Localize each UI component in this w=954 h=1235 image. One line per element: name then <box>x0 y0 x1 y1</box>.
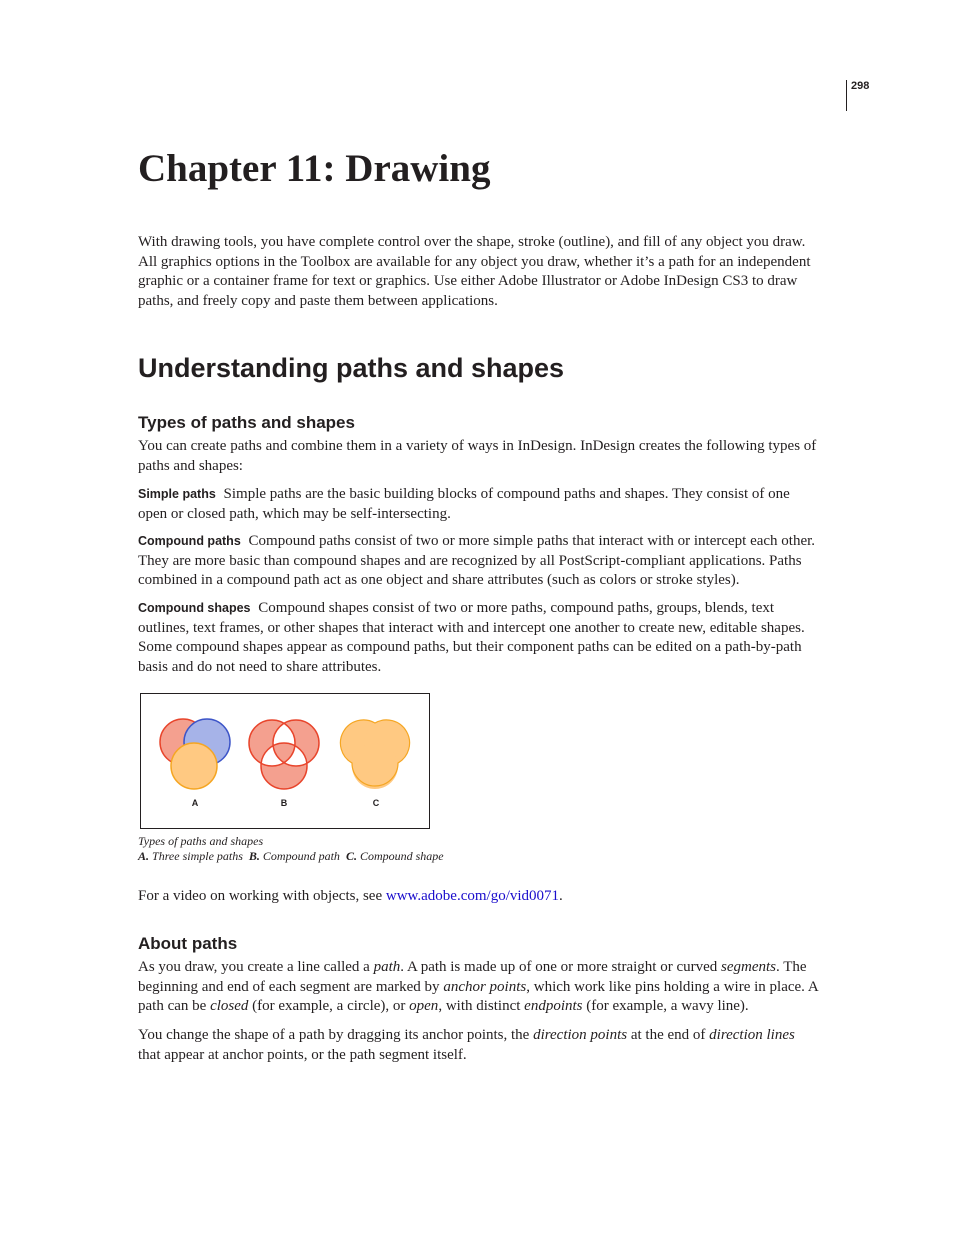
italic-term: path <box>373 959 401 975</box>
video-prefix: For a video on working with objects, see <box>138 888 386 904</box>
chapter-title: Chapter 11: Drawing <box>138 147 491 190</box>
text-run: , which work like pins holding a wire in place. A path can be <box>138 978 818 1014</box>
intro-paragraph: With drawing tools, you have complete control over the shape, stroke (outline), and fill of any object you draw. All graphics options in the Toolbox are available for any object you draw, whether it’s a path for an independent graphic or a container frame for text or graphics. Use either Adobe Illustrator or Adobe InDesign CS3 to draw paths, and freely copy and paste them between applications. <box>138 234 811 309</box>
italic-term: anchor points <box>443 978 527 995</box>
text-run: (for example, a circle), or <box>248 998 410 1014</box>
types-intro: You can create paths and combine them in a variety of ways in InDesign. InDesign creates the following types of paths and shapes: <box>138 438 817 474</box>
italic-term: segments <box>721 959 777 975</box>
paths-shapes-figure <box>140 693 430 829</box>
definition-compound-shapes <box>138 599 818 677</box>
italic-term: closed <box>210 998 249 1014</box>
types-heading: Types of paths and shapes <box>138 413 355 432</box>
text-run: . A path is made up of one or more straight or curved <box>400 959 722 975</box>
figure-a-orange-circle <box>171 743 217 789</box>
definition-simple-paths <box>138 485 818 524</box>
about-paragraph-1 <box>138 958 818 1017</box>
definition-compound-paths <box>138 532 818 591</box>
figure-label-b: B <box>280 798 288 808</box>
italic-term: endpoints <box>524 998 583 1014</box>
about-paths-heading: About paths <box>138 934 238 953</box>
text-run: (for example, a wavy line). <box>582 998 749 1014</box>
caption-letter: C. <box>345 848 357 863</box>
figure-label-a: A <box>191 798 199 808</box>
about-paragraph-2 <box>138 1026 818 1065</box>
caption-text: Compound path <box>262 848 340 863</box>
text-run: , with distinct <box>438 998 525 1014</box>
figure-label-c: C <box>372 798 380 808</box>
definition-term: Compound paths <box>138 534 241 548</box>
caption-text: Three simple paths <box>152 848 243 863</box>
figure-caption <box>138 834 444 863</box>
caption-items <box>138 849 444 864</box>
figure-b-compound-path <box>249 720 319 789</box>
section-title: Understanding paths and shapes <box>138 353 565 383</box>
italic-term: direction points <box>533 1027 628 1043</box>
text-run: As you draw, you create a line called a <box>138 959 374 975</box>
definition-text: Simple paths are the basic building blocks of compound paths and shapes. They consist of one open or closed path, which may be self-intersecting. <box>138 486 790 522</box>
video-paragraph <box>138 887 818 907</box>
text-run: at the end of <box>627 1027 710 1043</box>
page-number-rule <box>846 80 847 111</box>
figure-c-compound-shape <box>340 720 410 789</box>
italic-term: direction lines <box>709 1027 795 1043</box>
figure-illustration <box>141 694 429 828</box>
caption-letter: B. <box>248 848 260 863</box>
italic-term: open <box>409 998 439 1014</box>
video-suffix: . <box>559 888 563 904</box>
definition-text: Compound paths consist of two or more simple paths that interact with or intercept each other. They are more basic than compound shapes and are recognized by all PostScript-compliant applications. Paths combined in a compound path act as one object and share attributes (such as colors or stroke styles). <box>138 533 816 588</box>
text-run: that appear at anchor points, or the path segment itself. <box>138 1046 467 1063</box>
definition-term: Compound shapes <box>138 601 251 615</box>
caption-text: Compound shape <box>359 848 444 863</box>
caption-letter: A. <box>138 848 150 863</box>
video-link[interactable]: www.adobe.com/go/vid0071 <box>385 888 560 904</box>
text-run: . The beginning and end of each segment are marked by <box>138 959 807 995</box>
text-run: You change the shape of a path by dragging its anchor points, the <box>138 1027 534 1043</box>
page-number: 298 <box>851 80 870 92</box>
definition-text: Compound shapes consist of two or more paths, compound paths, groups, blends, text outlines, text frames, or other shapes that interact with and intercept one another to create new, editable shapes. Some compound shapes appear as compound paths, but their component paths can be edited on a path-by-path basis and do not need to share attributes. <box>138 600 805 675</box>
caption-title: Types of paths and shapes <box>138 834 264 848</box>
definition-term: Simple paths <box>138 487 216 501</box>
